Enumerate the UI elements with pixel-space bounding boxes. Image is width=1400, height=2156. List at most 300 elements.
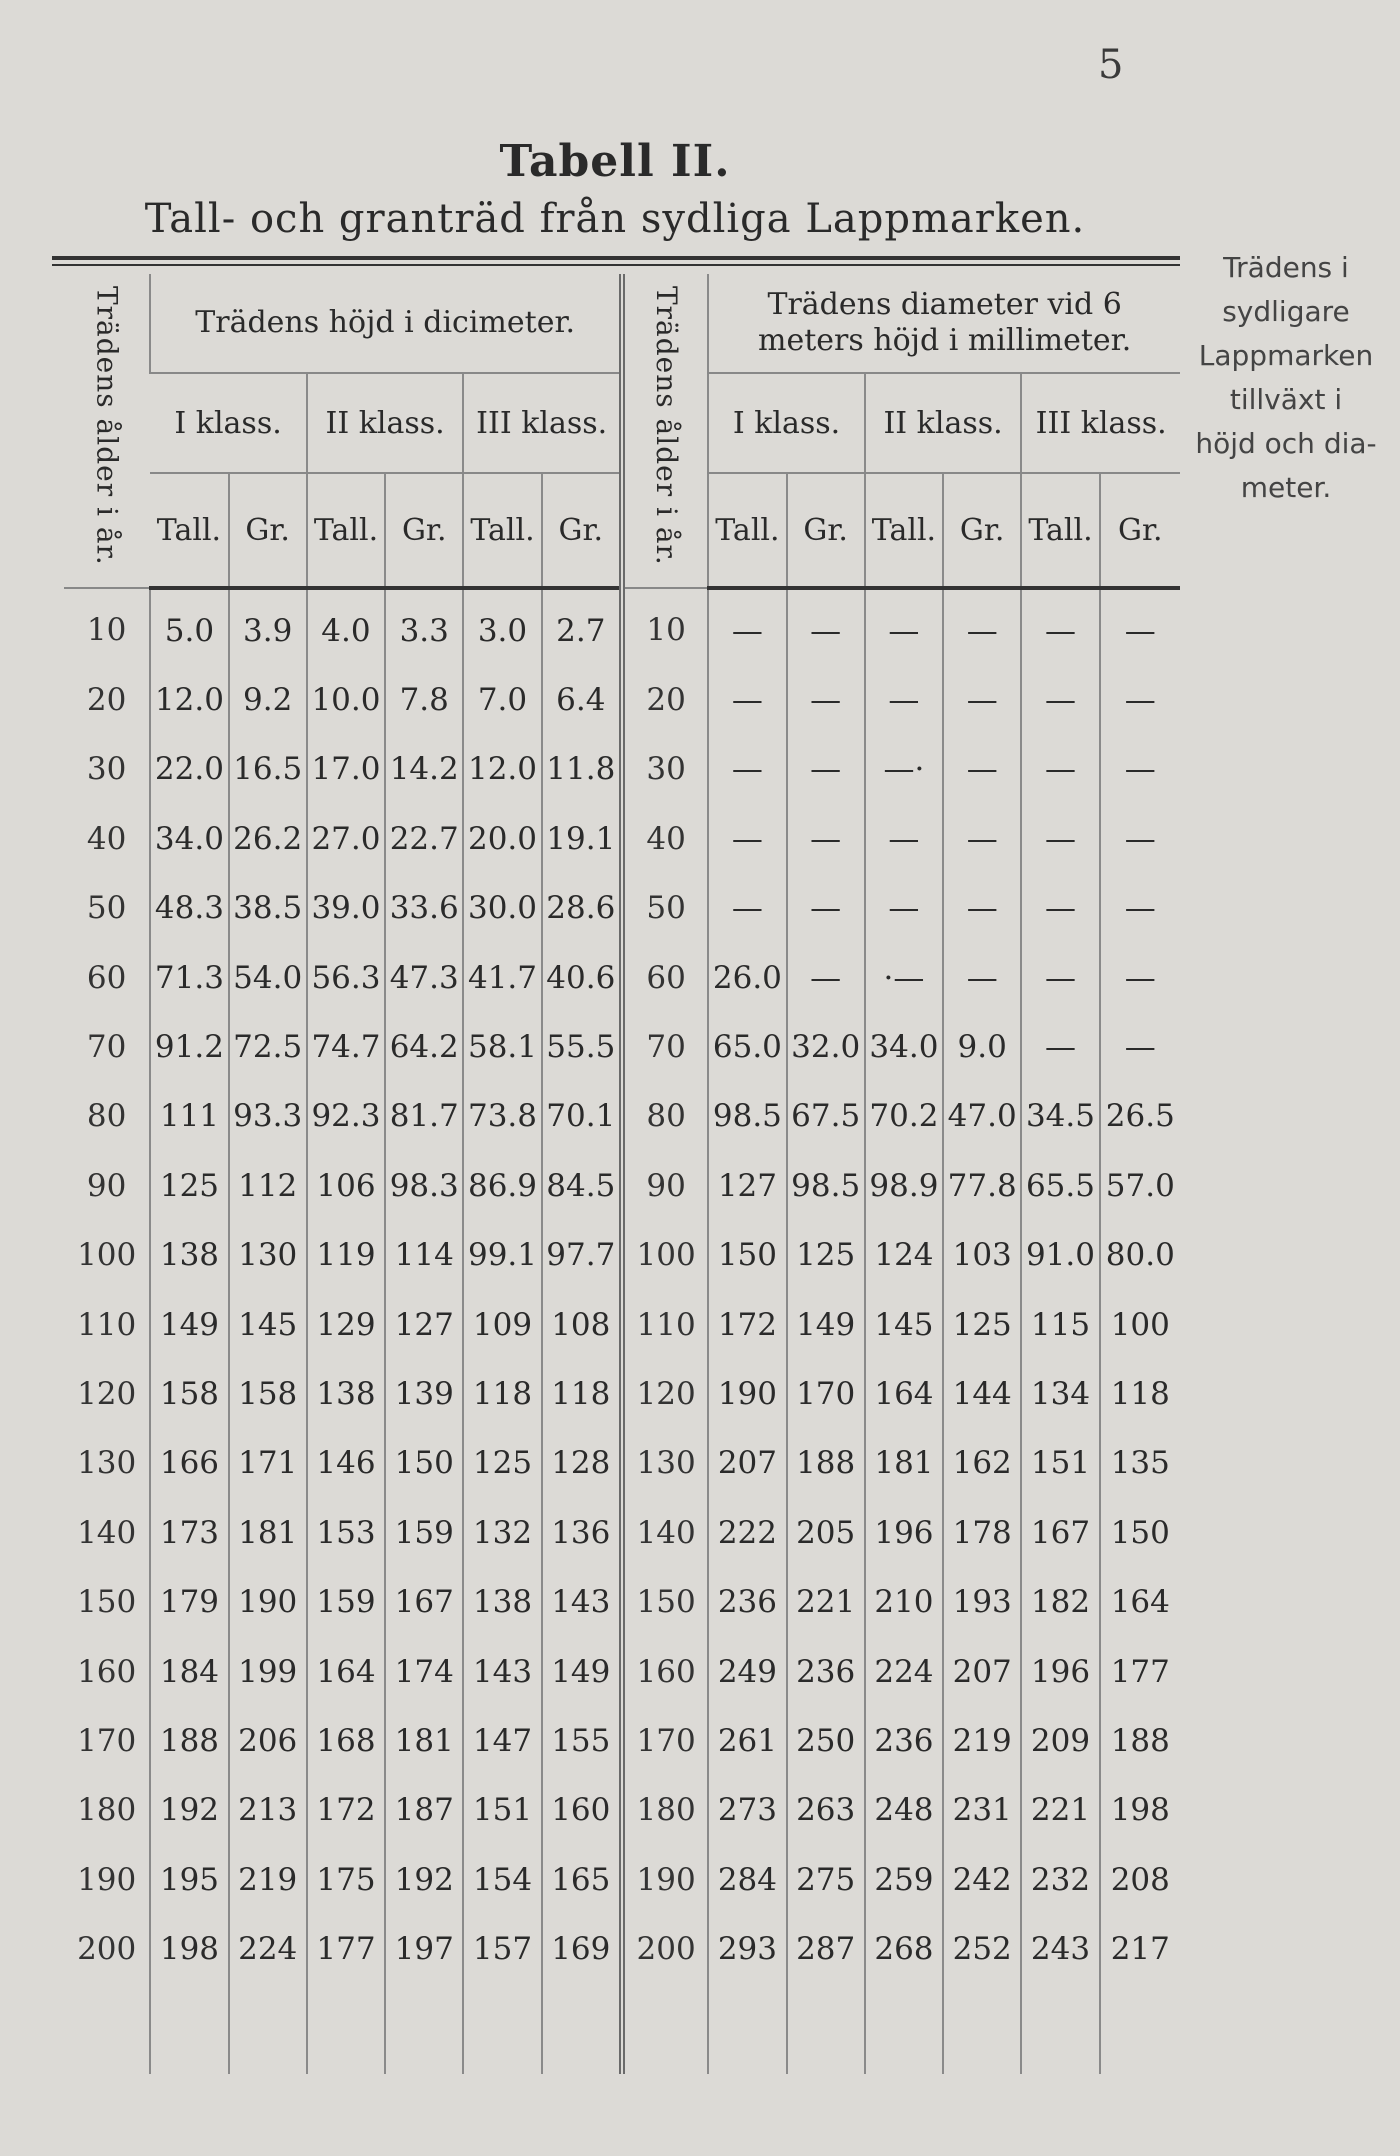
diameter-cell: — xyxy=(1100,588,1180,665)
species-header-gran: Gr. xyxy=(1100,473,1180,588)
height-cell: 165 xyxy=(542,1845,622,1914)
diameter-cell: 263 xyxy=(787,1776,865,1845)
height-cell: 132 xyxy=(463,1498,541,1567)
table-row xyxy=(64,1221,1180,1290)
diameter-class-3-header: III klass. xyxy=(1021,373,1180,473)
age-cell: 60 xyxy=(622,943,708,1012)
diameter-cell: — xyxy=(708,665,786,734)
diameter-cell: 32.0 xyxy=(787,1012,865,1081)
height-cell: 98.3 xyxy=(385,1151,463,1220)
height-cell: 181 xyxy=(229,1498,307,1567)
height-cell: 3.9 xyxy=(229,588,307,665)
height-cell: 164 xyxy=(307,1637,385,1706)
height-cell: 159 xyxy=(385,1498,463,1567)
diameter-cell: — xyxy=(943,804,1021,873)
diameter-cell: 150 xyxy=(708,1221,786,1290)
diameter-cell: 188 xyxy=(787,1429,865,1498)
species-header-gran: Gr. xyxy=(229,473,307,588)
age-cell: 100 xyxy=(77,1237,137,1274)
diameter-cell: 249 xyxy=(708,1637,786,1706)
height-cell: 146 xyxy=(307,1429,385,1498)
diameter-cell: — xyxy=(1021,665,1099,734)
diameter-cell: 231 xyxy=(943,1776,1021,1845)
diameter-cell: 164 xyxy=(1100,1567,1180,1636)
height-group-header: Trädens höjd i dicimeter. xyxy=(150,274,622,373)
diameter-cell: 26.5 xyxy=(1100,1082,1180,1151)
height-cell: 154 xyxy=(463,1845,541,1914)
age-cell: 140 xyxy=(77,1514,137,1551)
diameter-cell: — xyxy=(787,735,865,804)
age-cell: 60 xyxy=(86,959,127,996)
height-cell: 70.1 xyxy=(542,1082,622,1151)
height-cell: 10.0 xyxy=(307,665,385,734)
diameter-cell: — xyxy=(1021,1012,1099,1081)
diameter-cell: — xyxy=(865,665,943,734)
diameter-cell: 67.5 xyxy=(787,1082,865,1151)
height-cell: 224 xyxy=(229,1914,307,1983)
diameter-cell: — xyxy=(1100,1012,1180,1081)
diameter-cell: — xyxy=(1021,735,1099,804)
diameter-cell: 209 xyxy=(1021,1706,1099,1775)
age-header-left: Trädens ålder i år. xyxy=(64,274,150,588)
height-cell: 119 xyxy=(307,1221,385,1290)
diameter-cell: 98.5 xyxy=(787,1151,865,1220)
height-cell: 26.2 xyxy=(229,804,307,873)
species-header-gran: Gr. xyxy=(943,473,1021,588)
height-cell: 174 xyxy=(385,1637,463,1706)
height-cell: 153 xyxy=(307,1498,385,1567)
table-row xyxy=(64,804,1180,873)
table-subtitle: Tall- och granträd från sydliga Lappmarken. xyxy=(144,196,1086,242)
height-cell: 93.3 xyxy=(229,1082,307,1151)
margin-note-line: Trädens i xyxy=(1223,251,1349,284)
diameter-cell: 205 xyxy=(787,1498,865,1567)
height-cell: 28.6 xyxy=(542,874,622,943)
table-row xyxy=(64,1498,1180,1567)
height-cell: 143 xyxy=(463,1637,541,1706)
age-cell: 180 xyxy=(77,1792,137,1829)
age-cell: 70 xyxy=(622,1012,708,1081)
diameter-cell: — xyxy=(708,588,786,665)
height-cell: 4.0 xyxy=(307,588,385,665)
table-row xyxy=(64,665,1180,734)
age-cell: 140 xyxy=(622,1498,708,1567)
height-cell: 99.1 xyxy=(463,1221,541,1290)
species-header-tall: Tall. xyxy=(865,473,943,588)
species-header-tall: Tall. xyxy=(1021,473,1099,588)
diameter-cell: 224 xyxy=(865,1637,943,1706)
age-cell: 200 xyxy=(622,1914,708,1983)
diameter-cell: 172 xyxy=(708,1290,786,1359)
diameter-cell: 65.0 xyxy=(708,1012,786,1081)
height-cell: 56.3 xyxy=(307,943,385,1012)
table-row xyxy=(64,1706,1180,1775)
diameter-cell: 127 xyxy=(708,1151,786,1220)
diameter-cell: 221 xyxy=(1021,1776,1099,1845)
height-cell: 150 xyxy=(385,1429,463,1498)
diameter-cell: — xyxy=(943,874,1021,943)
diameter-cell: 115 xyxy=(1021,1290,1099,1359)
age-cell: 50 xyxy=(86,890,127,927)
height-cell: 12.0 xyxy=(463,735,541,804)
height-cell: 6.4 xyxy=(542,665,622,734)
diameter-cell: — xyxy=(865,588,943,665)
height-cell: 72.5 xyxy=(229,1012,307,1081)
margin-note xyxy=(1180,246,1392,510)
age-cell: 160 xyxy=(77,1653,137,1690)
table-row xyxy=(64,735,1180,804)
diameter-cell: 188 xyxy=(1100,1706,1180,1775)
diameter-cell: 167 xyxy=(1021,1498,1099,1567)
table-row xyxy=(64,1151,1180,1220)
diameter-cell: — xyxy=(1021,943,1099,1012)
margin-note-line: Lappmarken xyxy=(1198,339,1374,372)
height-cell: 118 xyxy=(542,1359,622,1428)
diameter-cell: 242 xyxy=(943,1845,1021,1914)
height-cell: 172 xyxy=(307,1776,385,1845)
height-cell: 168 xyxy=(307,1706,385,1775)
diameter-cell: 273 xyxy=(708,1776,786,1845)
diameter-cell: —· xyxy=(865,735,943,804)
diameter-cell: 151 xyxy=(1021,1429,1099,1498)
diameter-cell: — xyxy=(865,804,943,873)
age-cell: 160 xyxy=(622,1637,708,1706)
height-cell: 136 xyxy=(542,1498,622,1567)
diameter-cell: 196 xyxy=(865,1498,943,1567)
age-cell: 90 xyxy=(622,1151,708,1220)
table-row xyxy=(64,1776,1180,1845)
height-cell: 3.3 xyxy=(385,588,463,665)
table-row xyxy=(64,874,1180,943)
diameter-cell: 135 xyxy=(1100,1429,1180,1498)
height-cell: 175 xyxy=(307,1845,385,1914)
diameter-cell: — xyxy=(708,735,786,804)
height-cell: 19.1 xyxy=(542,804,622,873)
height-cell: 108 xyxy=(542,1290,622,1359)
height-cell: 198 xyxy=(150,1914,228,1983)
diameter-cell: 162 xyxy=(943,1429,1021,1498)
height-cell: 179 xyxy=(150,1567,228,1636)
age-cell: 190 xyxy=(77,1861,137,1898)
diameter-cell: 34.0 xyxy=(865,1012,943,1081)
growth-table xyxy=(64,274,1180,2074)
height-cell: 54.0 xyxy=(229,943,307,1012)
height-cell: 139 xyxy=(385,1359,463,1428)
age-cell: 20 xyxy=(86,682,127,719)
height-cell: 55.5 xyxy=(542,1012,622,1081)
species-header-gran: Gr. xyxy=(542,473,622,588)
diameter-cell: — xyxy=(1021,588,1099,665)
age-cell: 190 xyxy=(622,1845,708,1914)
age-cell: 70 xyxy=(86,1029,127,1066)
height-cell: 157 xyxy=(463,1914,541,1983)
diameter-cell: 236 xyxy=(865,1706,943,1775)
height-cell: 81.7 xyxy=(385,1082,463,1151)
height-cell: 206 xyxy=(229,1706,307,1775)
height-cell: 159 xyxy=(307,1567,385,1636)
age-cell: 120 xyxy=(77,1375,137,1412)
age-cell: 80 xyxy=(622,1082,708,1151)
table-row xyxy=(64,1082,1180,1151)
height-cell: 92.3 xyxy=(307,1082,385,1151)
age-cell: 30 xyxy=(86,751,127,788)
height-cell: 169 xyxy=(542,1914,622,1983)
height-cell: 2.7 xyxy=(542,588,622,665)
diameter-cell: 65.5 xyxy=(1021,1151,1099,1220)
diameter-cell: 261 xyxy=(708,1706,786,1775)
height-cell: 30.0 xyxy=(463,874,541,943)
height-cell: 125 xyxy=(463,1429,541,1498)
age-cell: 180 xyxy=(622,1776,708,1845)
diameter-cell: — xyxy=(1100,665,1180,734)
height-cell: 130 xyxy=(229,1221,307,1290)
height-cell: 34.0 xyxy=(150,804,228,873)
height-cell: 145 xyxy=(229,1290,307,1359)
age-cell: 90 xyxy=(86,1167,127,1204)
height-cell: 27.0 xyxy=(307,804,385,873)
height-cell: 11.8 xyxy=(542,735,622,804)
height-cell: 9.2 xyxy=(229,665,307,734)
height-cell: 12.0 xyxy=(150,665,228,734)
diameter-cell: 125 xyxy=(943,1290,1021,1359)
diameter-cell: — xyxy=(787,943,865,1012)
diameter-cell: — xyxy=(787,804,865,873)
height-cell: 129 xyxy=(307,1290,385,1359)
species-header-tall: Tall. xyxy=(463,473,541,588)
height-cell: 192 xyxy=(150,1776,228,1845)
diameter-cell: 164 xyxy=(865,1359,943,1428)
table-row xyxy=(64,1429,1180,1498)
diameter-cell: 208 xyxy=(1100,1845,1180,1914)
height-cell: 138 xyxy=(307,1359,385,1428)
height-cell: 197 xyxy=(385,1914,463,1983)
diameter-cell: — xyxy=(1021,874,1099,943)
age-cell: 120 xyxy=(622,1359,708,1428)
diameter-cell: — xyxy=(865,874,943,943)
top-rule-thick xyxy=(52,256,1180,260)
height-cell: 38.5 xyxy=(229,874,307,943)
height-cell: 149 xyxy=(150,1290,228,1359)
table-row xyxy=(64,1290,1180,1359)
age-cell: 150 xyxy=(77,1584,137,1621)
diameter-cell: 232 xyxy=(1021,1845,1099,1914)
height-cell: 158 xyxy=(229,1359,307,1428)
diameter-cell: 250 xyxy=(787,1706,865,1775)
diameter-cell: — xyxy=(787,665,865,734)
diameter-cell: 125 xyxy=(787,1221,865,1290)
age-cell: 130 xyxy=(622,1429,708,1498)
margin-note-line: höjd och dia- xyxy=(1195,427,1377,460)
height-cell: 39.0 xyxy=(307,874,385,943)
diameter-cell: 124 xyxy=(865,1221,943,1290)
diameter-cell: 100 xyxy=(1100,1290,1180,1359)
height-cell: 71.3 xyxy=(150,943,228,1012)
height-cell: 109 xyxy=(463,1290,541,1359)
diameter-cell: — xyxy=(787,588,865,665)
diameter-cell: 182 xyxy=(1021,1567,1099,1636)
height-cell: 41.7 xyxy=(463,943,541,1012)
diameter-cell: 236 xyxy=(787,1637,865,1706)
diameter-cell: 217 xyxy=(1100,1914,1180,1983)
margin-note-line: tillväxt i xyxy=(1229,383,1343,416)
diameter-cell: — xyxy=(1100,804,1180,873)
species-header-tall: Tall. xyxy=(708,473,786,588)
height-cell: 166 xyxy=(150,1429,228,1498)
height-cell: 112 xyxy=(229,1151,307,1220)
height-cell: 181 xyxy=(385,1706,463,1775)
margin-note-line: sydligare xyxy=(1222,295,1350,328)
age-cell: 170 xyxy=(77,1722,137,1759)
height-cell: 64.2 xyxy=(385,1012,463,1081)
height-cell: 91.2 xyxy=(150,1012,228,1081)
height-cell: 219 xyxy=(229,1845,307,1914)
height-cell: 17.0 xyxy=(307,735,385,804)
diameter-cell: 98.5 xyxy=(708,1082,786,1151)
diameter-cell: 293 xyxy=(708,1914,786,1983)
age-cell: 50 xyxy=(622,874,708,943)
diameter-cell: 77.8 xyxy=(943,1151,1021,1220)
height-cell: 213 xyxy=(229,1776,307,1845)
age-cell: 110 xyxy=(622,1290,708,1359)
species-header-gran: Gr. xyxy=(787,473,865,588)
height-cell: 84.5 xyxy=(542,1151,622,1220)
height-cell: 33.6 xyxy=(385,874,463,943)
diameter-cell: — xyxy=(1021,804,1099,873)
diameter-class-1-header: I klass. xyxy=(708,373,865,473)
diameter-cell: 26.0 xyxy=(708,943,786,1012)
height-cell: 14.2 xyxy=(385,735,463,804)
species-header-tall: Tall. xyxy=(307,473,385,588)
age-cell: 40 xyxy=(86,820,127,857)
height-cell: 177 xyxy=(307,1914,385,1983)
page-number: 5 xyxy=(1098,42,1124,88)
height-cell: 22.0 xyxy=(150,735,228,804)
diameter-cell: 178 xyxy=(943,1498,1021,1567)
table-row xyxy=(64,1637,1180,1706)
height-cell: 149 xyxy=(542,1637,622,1706)
height-cell: 151 xyxy=(463,1776,541,1845)
age-cell: 30 xyxy=(622,735,708,804)
diameter-cell: 150 xyxy=(1100,1498,1180,1567)
height-cell: 199 xyxy=(229,1637,307,1706)
age-cell: 100 xyxy=(622,1221,708,1290)
diameter-cell: — xyxy=(943,665,1021,734)
height-cell: 171 xyxy=(229,1429,307,1498)
diameter-cell: — xyxy=(1100,874,1180,943)
diameter-cell: — xyxy=(943,943,1021,1012)
height-cell: 138 xyxy=(463,1567,541,1636)
height-cell: 73.8 xyxy=(463,1082,541,1151)
height-cell: 5.0 xyxy=(150,588,228,665)
diameter-cell: 193 xyxy=(943,1567,1021,1636)
diameter-cell: 70.2 xyxy=(865,1082,943,1151)
diameter-class-2-header: II klass. xyxy=(865,373,1022,473)
table-row xyxy=(64,1845,1180,1914)
height-cell: 158 xyxy=(150,1359,228,1428)
diameter-cell: 177 xyxy=(1100,1637,1180,1706)
diameter-cell: — xyxy=(943,588,1021,665)
diameter-cell: — xyxy=(787,874,865,943)
diameter-cell: 275 xyxy=(787,1845,865,1914)
height-cell: 128 xyxy=(542,1429,622,1498)
diameter-cell: 9.0 xyxy=(943,1012,1021,1081)
height-cell: 40.6 xyxy=(542,943,622,1012)
height-cell: 86.9 xyxy=(463,1151,541,1220)
diameter-cell: 259 xyxy=(865,1845,943,1914)
table-row xyxy=(64,943,1180,1012)
table-row xyxy=(64,1567,1180,1636)
height-cell: 47.3 xyxy=(385,943,463,1012)
diameter-cell: 118 xyxy=(1100,1359,1180,1428)
diameter-cell: 222 xyxy=(708,1498,786,1567)
height-cell: 48.3 xyxy=(150,874,228,943)
diameter-cell: 287 xyxy=(787,1914,865,1983)
diameter-cell: — xyxy=(708,804,786,873)
height-cell: 184 xyxy=(150,1637,228,1706)
age-cell: 40 xyxy=(622,804,708,873)
diameter-cell: — xyxy=(1100,735,1180,804)
height-cell: 7.8 xyxy=(385,665,463,734)
diameter-cell: 144 xyxy=(943,1359,1021,1428)
diameter-group-header: Trädens diameter vid 6 meters höjd i millimeter. xyxy=(708,274,1180,373)
age-cell: 10 xyxy=(86,612,127,649)
diameter-cell: 252 xyxy=(943,1914,1021,1983)
diameter-cell: 190 xyxy=(708,1359,786,1428)
diameter-cell: 57.0 xyxy=(1100,1151,1180,1220)
table-row xyxy=(64,588,1180,665)
age-cell: 20 xyxy=(622,665,708,734)
height-cell: 20.0 xyxy=(463,804,541,873)
height-cell: 147 xyxy=(463,1706,541,1775)
diameter-cell: 170 xyxy=(787,1359,865,1428)
diameter-cell: 221 xyxy=(787,1567,865,1636)
height-cell: 127 xyxy=(385,1290,463,1359)
diameter-cell: 80.0 xyxy=(1100,1221,1180,1290)
age-cell: 110 xyxy=(77,1306,137,1343)
height-cell: 143 xyxy=(542,1567,622,1636)
diameter-cell: 198 xyxy=(1100,1776,1180,1845)
diameter-cell: 284 xyxy=(708,1845,786,1914)
height-cell: 3.0 xyxy=(463,588,541,665)
species-header-tall: Tall. xyxy=(150,473,228,588)
age-cell: 150 xyxy=(622,1567,708,1636)
diameter-cell: ·— xyxy=(865,943,943,1012)
height-cell: 58.1 xyxy=(463,1012,541,1081)
diameter-cell: 248 xyxy=(865,1776,943,1845)
height-cell: 195 xyxy=(150,1845,228,1914)
diameter-cell: 196 xyxy=(1021,1637,1099,1706)
diameter-cell: 134 xyxy=(1021,1359,1099,1428)
table-row xyxy=(64,1012,1180,1081)
diameter-cell: 243 xyxy=(1021,1914,1099,1983)
table-row xyxy=(64,1359,1180,1428)
age-cell: 130 xyxy=(77,1445,137,1482)
diameter-cell: 219 xyxy=(943,1706,1021,1775)
diameter-cell: 207 xyxy=(943,1637,1021,1706)
age-cell: 170 xyxy=(622,1706,708,1775)
diameter-cell: 47.0 xyxy=(943,1082,1021,1151)
table-title: Tabell II. xyxy=(499,136,731,187)
diameter-cell: 207 xyxy=(708,1429,786,1498)
height-cell: 155 xyxy=(542,1706,622,1775)
diameter-cell: 91.0 xyxy=(1021,1221,1099,1290)
height-cell: 167 xyxy=(385,1567,463,1636)
diameter-cell: 210 xyxy=(865,1567,943,1636)
height-class-3-header: III klass. xyxy=(463,373,622,473)
height-cell: 114 xyxy=(385,1221,463,1290)
age-cell: 10 xyxy=(622,588,708,665)
height-cell: 111 xyxy=(150,1082,228,1151)
